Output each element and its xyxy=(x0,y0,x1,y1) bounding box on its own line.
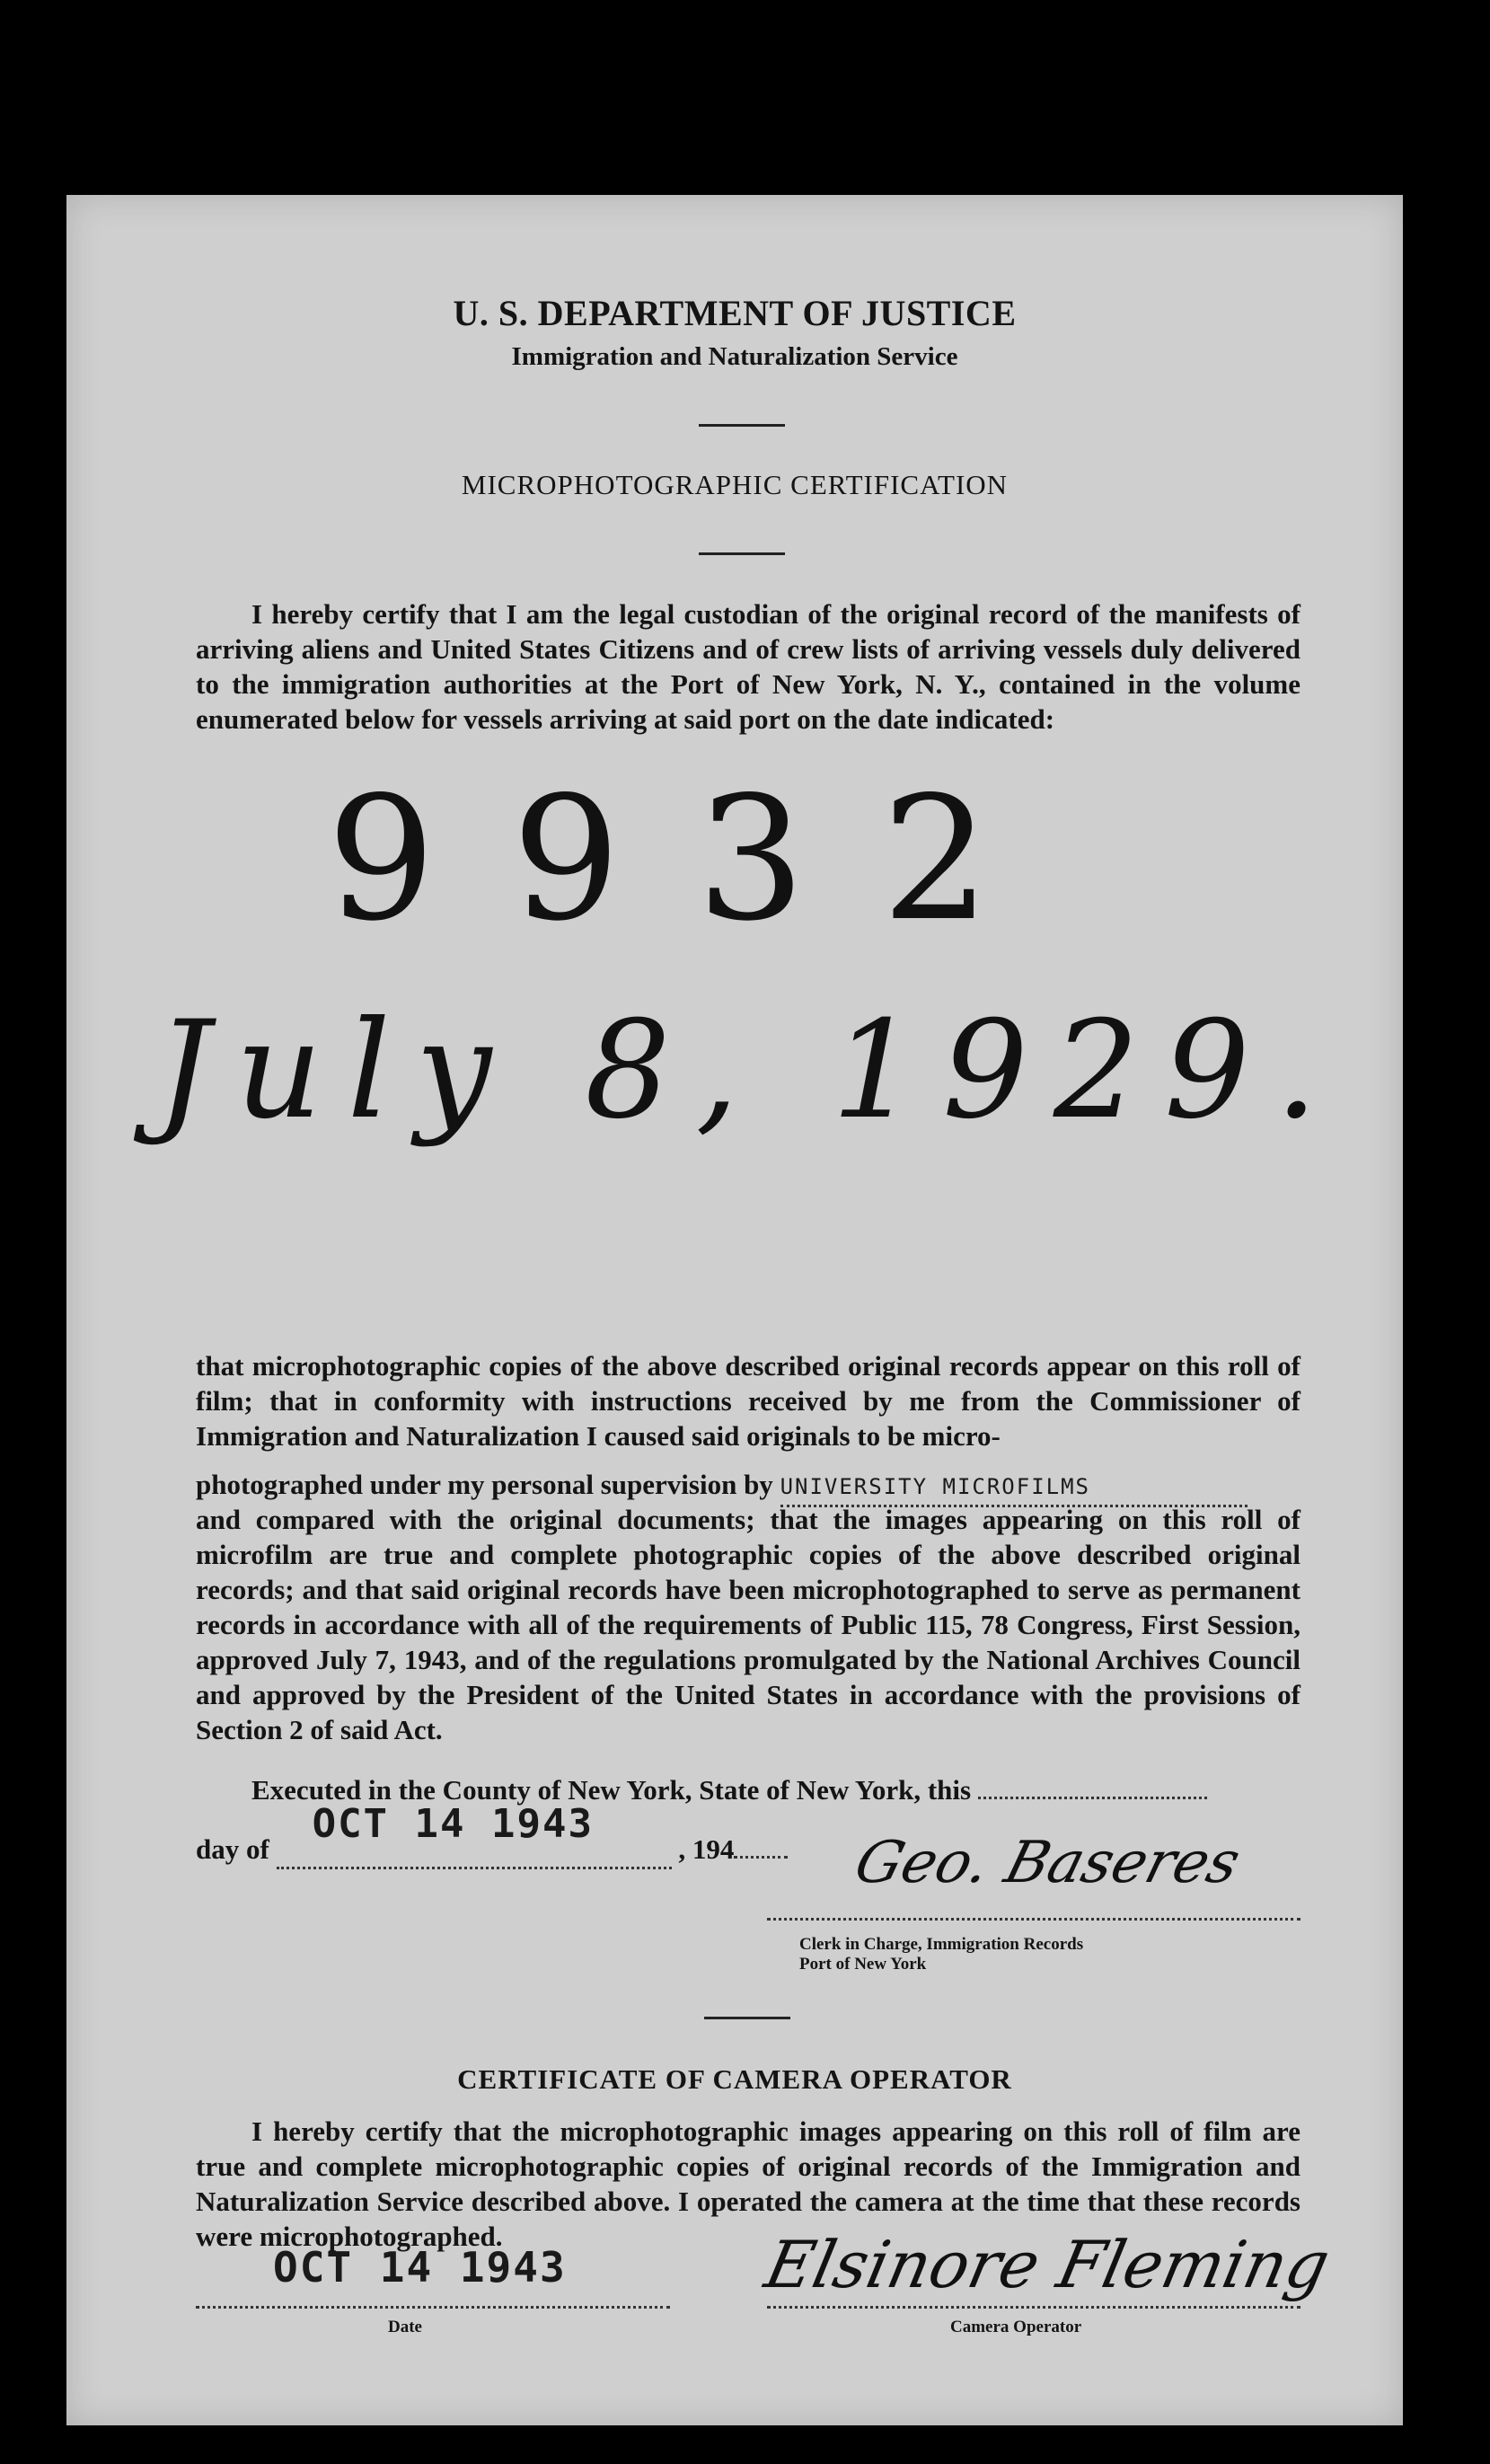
operator-paragraph: I hereby certify that the microphotographic images appearing on this roll of film are true and complete microphotographic copies of original records of the Immigration and Naturalization Service described above. I operated the camera at the time that these records were microphotographed. xyxy=(196,2115,1300,2252)
operator-signature: Elsinore Fleming xyxy=(759,2227,1336,2302)
date-stamp: OCT 14 1943 xyxy=(312,1801,594,1847)
divider xyxy=(699,424,785,427)
intro-paragraph: I hereby certify that I am the legal custodian of the original record of the manifests of arriving aliens and United States Citizens and of crew lists of arriving vessels duly delivered to the immigration authorities at the Port of New York, N. Y., contained in the volume enumerated below for vessels arriving at said port on the date indicated: xyxy=(196,598,1300,735)
divider xyxy=(704,2017,790,2019)
clerk-title xyxy=(799,1935,1083,1974)
volume-date: July 8, 1929. xyxy=(156,993,1344,1149)
certification-title: MICROPHOTOGRAPHIC CERTIFICATION xyxy=(461,469,1009,500)
clerk-title-line-1: Clerk in Charge, Immigration Records xyxy=(799,1935,1084,1954)
date-line xyxy=(196,2306,670,2309)
operator-date-stamp: OCT 14 1943 xyxy=(273,2243,567,2292)
day-of-label: day of xyxy=(196,1833,269,1865)
body-paragraph-1: that microphotographic copies of the above described original records appear on this roll of film; that in conformity with instructions received by me from the Commissioner of Immigration and Naturalization I caused said originals to be micro- xyxy=(196,1350,1300,1452)
supervision-prefix: photographed under my personal supervision by xyxy=(196,1469,773,1500)
divider xyxy=(699,552,785,555)
service-subheading: Immigration and Naturalization Service xyxy=(511,342,958,371)
clerk-signature: Geo. Baseres xyxy=(848,1830,1248,1896)
agency-heading: U. S. DEPARTMENT OF JUSTICE xyxy=(453,293,1017,333)
executed-text: Executed in the County of New York, State of New York, this xyxy=(251,1774,972,1806)
year-blank xyxy=(734,1856,788,1859)
body-paragraph-2: and compared with the original documents; that the images appearing on this roll of microfilm are true and complete photographic copies of the above described original records; and that said original records have been microphotographed to serve as permanent records in accordance with all of the requirements of Public 115, 78 Congress, First Session, approved July 7, 1943, and of the regulations promulgated by the National Archives Council and approved by the President of the United States in accordance with the provisions of Section 2 of said Act. xyxy=(196,1504,1300,1745)
operator-title: CERTIFICATE OF CAMERA OPERATOR xyxy=(457,2063,1012,2095)
volume-number: 9932 xyxy=(327,760,1067,958)
certificate-page xyxy=(66,195,1403,2425)
day-blank xyxy=(277,1801,672,1869)
operator-signature-line xyxy=(767,2306,1300,2309)
date-label: Date xyxy=(388,2318,422,2336)
operator-label: Camera Operator xyxy=(950,2318,1082,2336)
date-blank xyxy=(978,1797,1207,1799)
clerk-title-line-2: Port of New York xyxy=(799,1955,927,1974)
clerk-signature-line xyxy=(767,1918,1300,1921)
year-suffix: , 194 xyxy=(678,1833,735,1865)
supervisor-stamp: UNIVERSITY MICROFILMS xyxy=(780,1470,1248,1507)
